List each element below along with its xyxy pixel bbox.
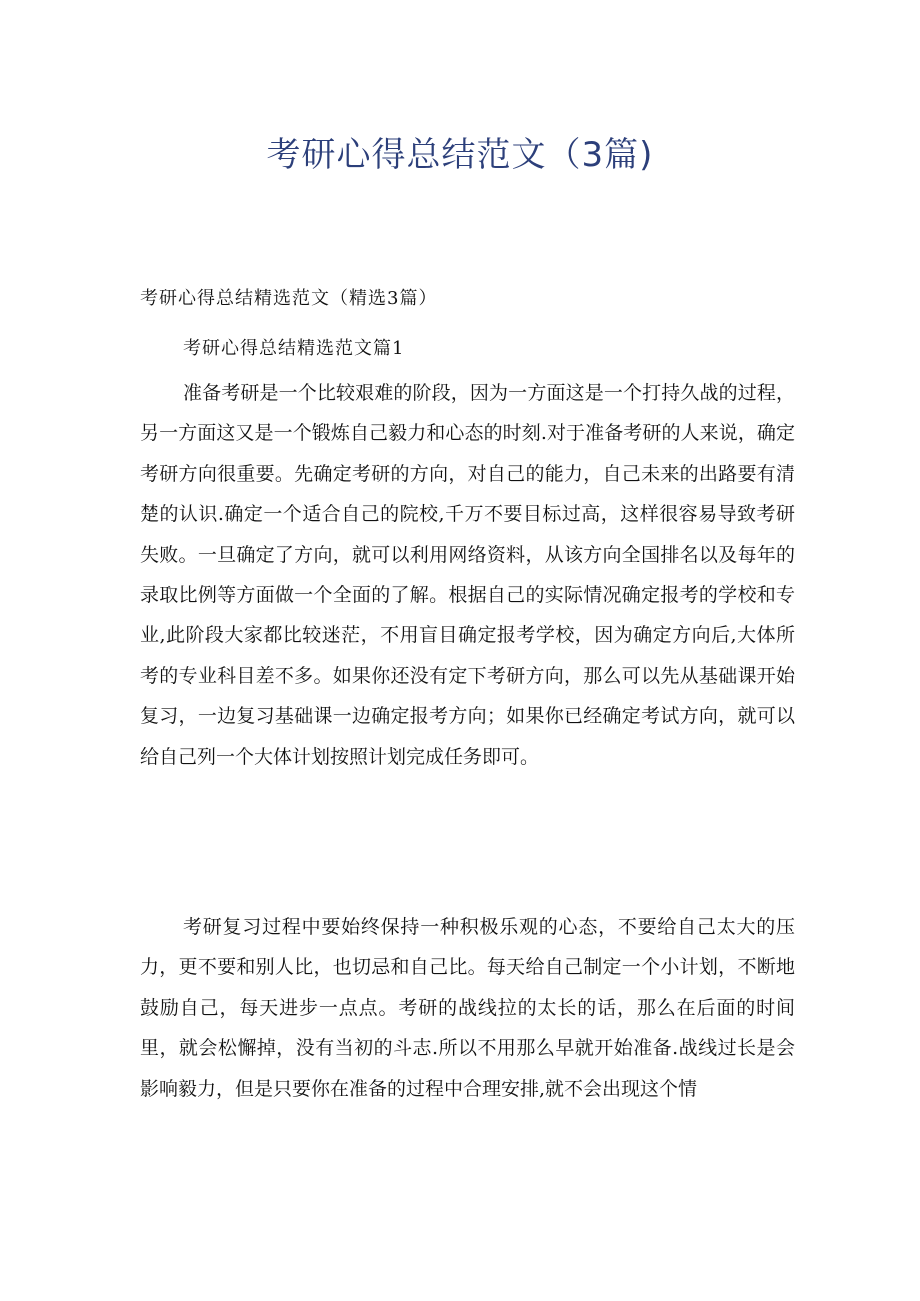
body-paragraph-2: 考研复习过程中要始终保持一种积极乐观的心态，不要给自己太大的压力，更不要和别人比，也切忌和自己比。每天给自己制定一个小计划，不断地鼓励自己，每天进步一点点。考研的战线拉的太长的话，那么在后面的时间里，就会松懈掉，没有当初的斗志.所以不用那么早就开始准备.战线过长是会影响毅力，但是只要你在准备的过程中合理安排,就不会出现这个情 — [140, 916, 795, 1100]
document-subtitle: 考研心得总结精选范文（精选3篇） — [140, 288, 438, 309]
section-heading: 考研心得总结精选范文篇1 — [183, 338, 405, 359]
body-paragraph-1: 准备考研是一个比较艰难的阶段，因为一方面这是一个打持久战的过程，另一方面这又是一个锻炼自己毅力和心态的时刻.对于准备考研的人来说，确定考研方向很重要。先确定考研的方向，对自己的能力，自己未来的出路要有清楚的认识.确定一个适合自己的院校,千万不要目标过高，这样很容易导致考研失败。一旦确定了方向，就可以利用网络资料，从该方向全国排名以及每年的录取比例等方面做一个全面的了解。根据自己的实际情况确定报考的学校和专业,此阶段大家都比较迷茫，不用盲目确定报考学校，因为确定方向后,大体所考的专业科目差不多。如果你还没有定下考研方向，那么可以先从基础课开始复习，一边复习基础课一边确定报考方向；如果你已经确定考试方向，就可以给自己列一个大体计划按照计划完成任务即可。 — [140, 382, 795, 768]
document-title: 考研心得总结范文（3篇) — [266, 135, 654, 175]
